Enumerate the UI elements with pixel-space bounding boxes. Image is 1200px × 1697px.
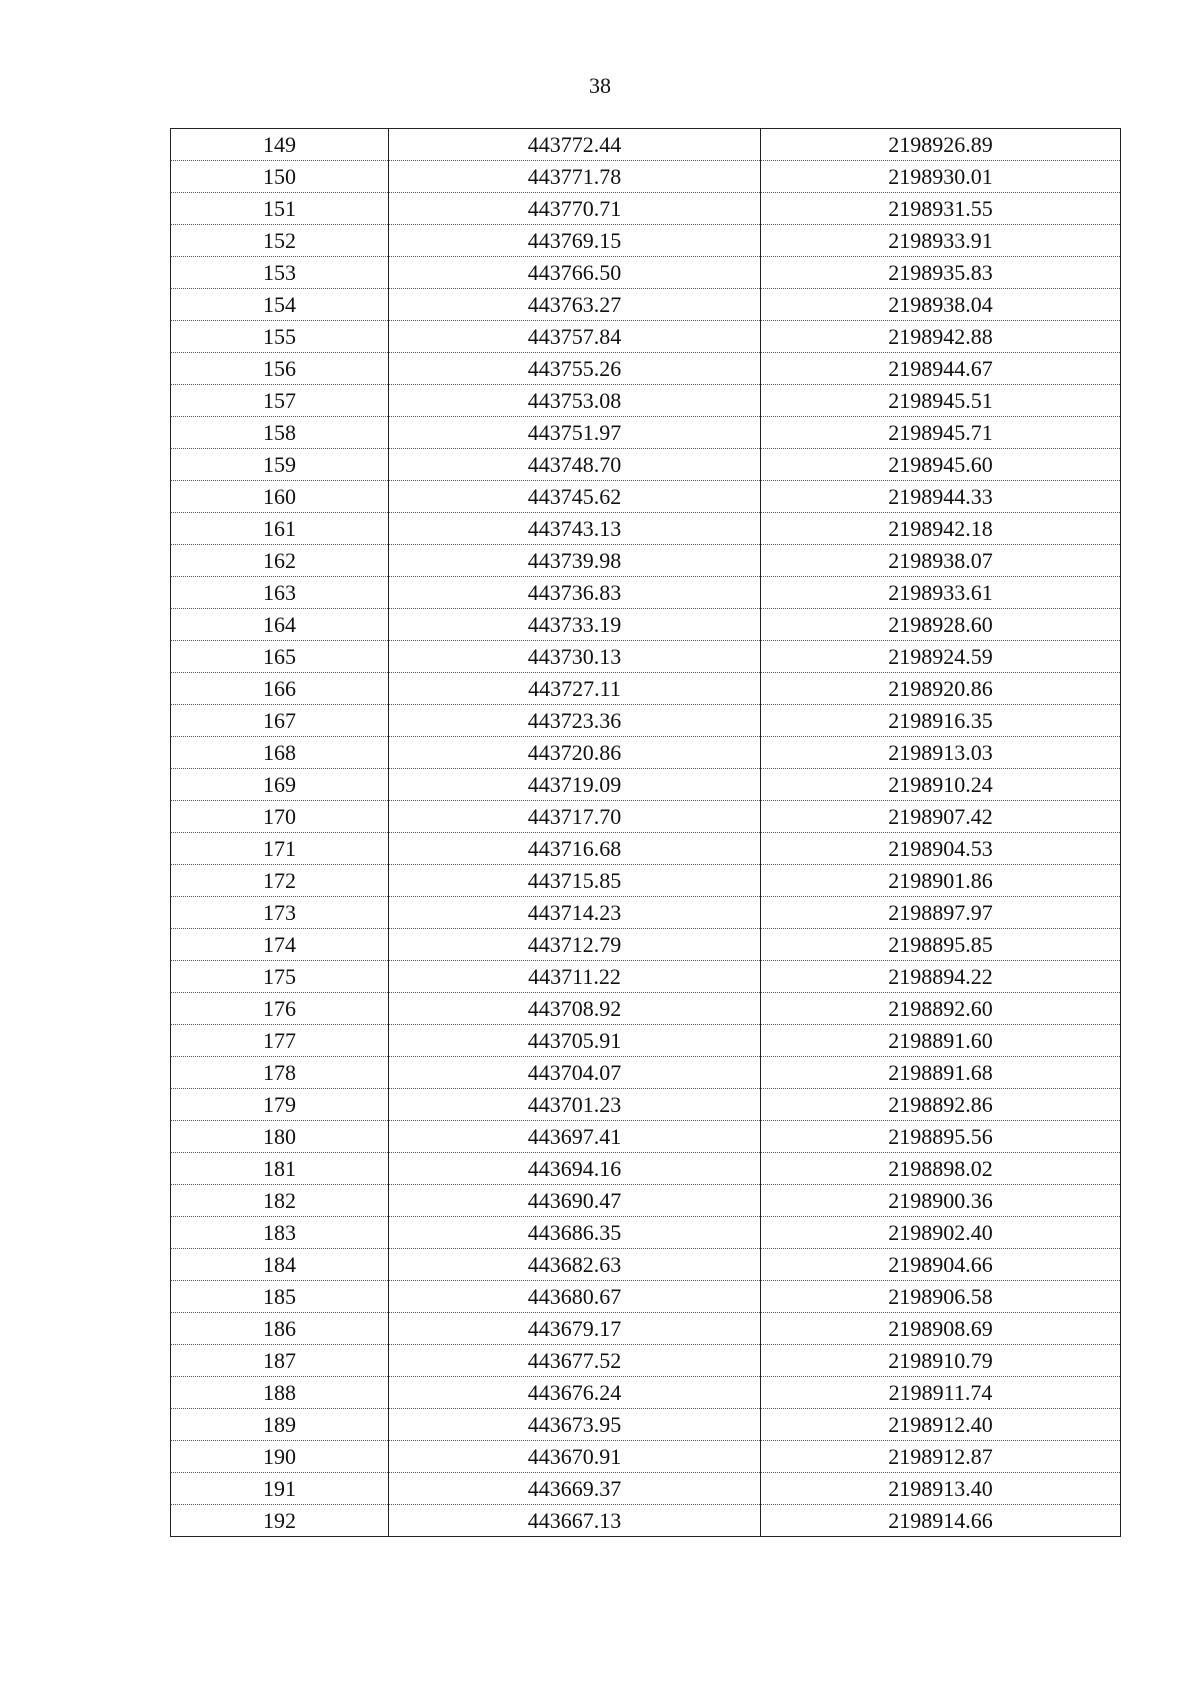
y-coordinate-cell: 2198901.86 bbox=[761, 865, 1121, 897]
table-row bbox=[171, 417, 1121, 449]
table-row bbox=[171, 545, 1121, 577]
table-row bbox=[171, 993, 1121, 1025]
point-number-cell: 182 bbox=[171, 1185, 389, 1217]
point-number-cell: 187 bbox=[171, 1345, 389, 1377]
x-coordinate-cell: 443743.13 bbox=[389, 513, 761, 545]
y-coordinate-cell: 2198938.04 bbox=[761, 289, 1121, 321]
point-number-cell: 161 bbox=[171, 513, 389, 545]
x-coordinate-cell: 443736.83 bbox=[389, 577, 761, 609]
y-coordinate-cell: 2198930.01 bbox=[761, 161, 1121, 193]
x-coordinate-cell: 443751.97 bbox=[389, 417, 761, 449]
y-coordinate-cell: 2198891.68 bbox=[761, 1057, 1121, 1089]
x-coordinate-cell: 443669.37 bbox=[389, 1473, 761, 1505]
table-row bbox=[171, 801, 1121, 833]
x-coordinate-cell: 443680.67 bbox=[389, 1281, 761, 1313]
table-row bbox=[171, 1313, 1121, 1345]
x-coordinate-cell: 443716.68 bbox=[389, 833, 761, 865]
point-number-cell: 169 bbox=[171, 769, 389, 801]
table-row bbox=[171, 1377, 1121, 1409]
y-coordinate-cell: 2198945.51 bbox=[761, 385, 1121, 417]
point-number-cell: 179 bbox=[171, 1089, 389, 1121]
table-row bbox=[171, 1505, 1121, 1537]
point-number-cell: 191 bbox=[171, 1473, 389, 1505]
x-coordinate-cell: 443704.07 bbox=[389, 1057, 761, 1089]
point-number-cell: 176 bbox=[171, 993, 389, 1025]
table-row bbox=[171, 833, 1121, 865]
point-number-cell: 174 bbox=[171, 929, 389, 961]
point-number-cell: 155 bbox=[171, 321, 389, 353]
y-coordinate-cell: 2198942.88 bbox=[761, 321, 1121, 353]
table-row bbox=[171, 929, 1121, 961]
x-coordinate-cell: 443670.91 bbox=[389, 1441, 761, 1473]
y-coordinate-cell: 2198910.24 bbox=[761, 769, 1121, 801]
x-coordinate-cell: 443686.35 bbox=[389, 1217, 761, 1249]
point-number-cell: 163 bbox=[171, 577, 389, 609]
table-row bbox=[171, 609, 1121, 641]
point-number-cell: 190 bbox=[171, 1441, 389, 1473]
point-number-cell: 165 bbox=[171, 641, 389, 673]
x-coordinate-cell: 443766.50 bbox=[389, 257, 761, 289]
x-coordinate-cell: 443730.13 bbox=[389, 641, 761, 673]
point-number-cell: 168 bbox=[171, 737, 389, 769]
table-row bbox=[171, 673, 1121, 705]
table-row bbox=[171, 1345, 1121, 1377]
coordinate-table bbox=[170, 128, 1121, 1537]
table-row bbox=[171, 161, 1121, 193]
y-coordinate-cell: 2198910.79 bbox=[761, 1345, 1121, 1377]
y-coordinate-cell: 2198920.86 bbox=[761, 673, 1121, 705]
y-coordinate-cell: 2198904.66 bbox=[761, 1249, 1121, 1281]
table-row bbox=[171, 1249, 1121, 1281]
y-coordinate-cell: 2198912.87 bbox=[761, 1441, 1121, 1473]
x-coordinate-cell: 443757.84 bbox=[389, 321, 761, 353]
point-number-cell: 173 bbox=[171, 897, 389, 929]
y-coordinate-cell: 2198944.33 bbox=[761, 481, 1121, 513]
x-coordinate-cell: 443755.26 bbox=[389, 353, 761, 385]
table-row bbox=[171, 1089, 1121, 1121]
point-number-cell: 164 bbox=[171, 609, 389, 641]
table-row bbox=[171, 769, 1121, 801]
point-number-cell: 184 bbox=[171, 1249, 389, 1281]
y-coordinate-cell: 2198916.35 bbox=[761, 705, 1121, 737]
table-row bbox=[171, 353, 1121, 385]
y-coordinate-cell: 2198911.74 bbox=[761, 1377, 1121, 1409]
point-number-cell: 181 bbox=[171, 1153, 389, 1185]
y-coordinate-cell: 2198897.97 bbox=[761, 897, 1121, 929]
y-coordinate-cell: 2198902.40 bbox=[761, 1217, 1121, 1249]
x-coordinate-cell: 443676.24 bbox=[389, 1377, 761, 1409]
point-number-cell: 160 bbox=[171, 481, 389, 513]
table-row bbox=[171, 193, 1121, 225]
point-number-cell: 189 bbox=[171, 1409, 389, 1441]
y-coordinate-cell: 2198944.67 bbox=[761, 353, 1121, 385]
point-number-cell: 180 bbox=[171, 1121, 389, 1153]
table-row bbox=[171, 1121, 1121, 1153]
y-coordinate-cell: 2198900.36 bbox=[761, 1185, 1121, 1217]
x-coordinate-cell: 443739.98 bbox=[389, 545, 761, 577]
x-coordinate-cell: 443712.79 bbox=[389, 929, 761, 961]
x-coordinate-cell: 443769.15 bbox=[389, 225, 761, 257]
y-coordinate-cell: 2198895.56 bbox=[761, 1121, 1121, 1153]
y-coordinate-cell: 2198912.40 bbox=[761, 1409, 1121, 1441]
x-coordinate-cell: 443720.86 bbox=[389, 737, 761, 769]
point-number-cell: 188 bbox=[171, 1377, 389, 1409]
x-coordinate-cell: 443677.52 bbox=[389, 1345, 761, 1377]
table-row bbox=[171, 1153, 1121, 1185]
x-coordinate-cell: 443701.23 bbox=[389, 1089, 761, 1121]
point-number-cell: 185 bbox=[171, 1281, 389, 1313]
x-coordinate-cell: 443715.85 bbox=[389, 865, 761, 897]
x-coordinate-cell: 443727.11 bbox=[389, 673, 761, 705]
point-number-cell: 158 bbox=[171, 417, 389, 449]
page-number: 38 bbox=[589, 73, 611, 98]
y-coordinate-cell: 2198892.86 bbox=[761, 1089, 1121, 1121]
point-number-cell: 154 bbox=[171, 289, 389, 321]
table-row bbox=[171, 321, 1121, 353]
point-number-cell: 183 bbox=[171, 1217, 389, 1249]
table-row bbox=[171, 289, 1121, 321]
table-row bbox=[171, 1473, 1121, 1505]
y-coordinate-cell: 2198892.60 bbox=[761, 993, 1121, 1025]
y-coordinate-cell: 2198924.59 bbox=[761, 641, 1121, 673]
point-number-cell: 171 bbox=[171, 833, 389, 865]
y-coordinate-cell: 2198933.61 bbox=[761, 577, 1121, 609]
table-row bbox=[171, 737, 1121, 769]
point-number-cell: 177 bbox=[171, 1025, 389, 1057]
point-number-cell: 186 bbox=[171, 1313, 389, 1345]
x-coordinate-cell: 443733.19 bbox=[389, 609, 761, 641]
x-coordinate-cell: 443772.44 bbox=[389, 129, 761, 161]
x-coordinate-cell: 443753.08 bbox=[389, 385, 761, 417]
table-row bbox=[171, 385, 1121, 417]
point-number-cell: 157 bbox=[171, 385, 389, 417]
x-coordinate-cell: 443763.27 bbox=[389, 289, 761, 321]
x-coordinate-cell: 443705.91 bbox=[389, 1025, 761, 1057]
table-row bbox=[171, 1025, 1121, 1057]
x-coordinate-cell: 443708.92 bbox=[389, 993, 761, 1025]
table-row bbox=[171, 129, 1121, 161]
x-coordinate-cell: 443717.70 bbox=[389, 801, 761, 833]
table-row bbox=[171, 1281, 1121, 1313]
table-row bbox=[171, 1057, 1121, 1089]
y-coordinate-cell: 2198904.53 bbox=[761, 833, 1121, 865]
x-coordinate-cell: 443711.22 bbox=[389, 961, 761, 993]
point-number-cell: 153 bbox=[171, 257, 389, 289]
point-number-cell: 166 bbox=[171, 673, 389, 705]
y-coordinate-cell: 2198935.83 bbox=[761, 257, 1121, 289]
y-coordinate-cell: 2198895.85 bbox=[761, 929, 1121, 961]
y-coordinate-cell: 2198908.69 bbox=[761, 1313, 1121, 1345]
point-number-cell: 162 bbox=[171, 545, 389, 577]
y-coordinate-cell: 2198931.55 bbox=[761, 193, 1121, 225]
point-number-cell: 156 bbox=[171, 353, 389, 385]
point-number-cell: 192 bbox=[171, 1505, 389, 1537]
table-row bbox=[171, 225, 1121, 257]
y-coordinate-cell: 2198907.42 bbox=[761, 801, 1121, 833]
x-coordinate-cell: 443771.78 bbox=[389, 161, 761, 193]
y-coordinate-cell: 2198913.40 bbox=[761, 1473, 1121, 1505]
x-coordinate-cell: 443697.41 bbox=[389, 1121, 761, 1153]
table-row bbox=[171, 1217, 1121, 1249]
x-coordinate-cell: 443679.17 bbox=[389, 1313, 761, 1345]
point-number-cell: 152 bbox=[171, 225, 389, 257]
point-number-cell: 175 bbox=[171, 961, 389, 993]
coordinate-table-body bbox=[171, 129, 1121, 1537]
x-coordinate-cell: 443690.47 bbox=[389, 1185, 761, 1217]
table-row bbox=[171, 641, 1121, 673]
table-row bbox=[171, 1409, 1121, 1441]
x-coordinate-cell: 443745.62 bbox=[389, 481, 761, 513]
point-number-cell: 172 bbox=[171, 865, 389, 897]
x-coordinate-cell: 443694.16 bbox=[389, 1153, 761, 1185]
x-coordinate-cell: 443723.36 bbox=[389, 705, 761, 737]
y-coordinate-cell: 2198933.91 bbox=[761, 225, 1121, 257]
x-coordinate-cell: 443682.63 bbox=[389, 1249, 761, 1281]
table-row bbox=[171, 577, 1121, 609]
y-coordinate-cell: 2198891.60 bbox=[761, 1025, 1121, 1057]
point-number-cell: 151 bbox=[171, 193, 389, 225]
y-coordinate-cell: 2198942.18 bbox=[761, 513, 1121, 545]
y-coordinate-cell: 2198928.60 bbox=[761, 609, 1121, 641]
point-number-cell: 167 bbox=[171, 705, 389, 737]
table-row bbox=[171, 897, 1121, 929]
y-coordinate-cell: 2198894.22 bbox=[761, 961, 1121, 993]
point-number-cell: 170 bbox=[171, 801, 389, 833]
point-number-cell: 178 bbox=[171, 1057, 389, 1089]
point-number-cell: 150 bbox=[171, 161, 389, 193]
y-coordinate-cell: 2198906.58 bbox=[761, 1281, 1121, 1313]
x-coordinate-cell: 443770.71 bbox=[389, 193, 761, 225]
table-row bbox=[171, 257, 1121, 289]
y-coordinate-cell: 2198913.03 bbox=[761, 737, 1121, 769]
y-coordinate-cell: 2198945.60 bbox=[761, 449, 1121, 481]
y-coordinate-cell: 2198945.71 bbox=[761, 417, 1121, 449]
table-row bbox=[171, 1185, 1121, 1217]
table-row bbox=[171, 449, 1121, 481]
x-coordinate-cell: 443748.70 bbox=[389, 449, 761, 481]
table-row bbox=[171, 865, 1121, 897]
point-number-cell: 159 bbox=[171, 449, 389, 481]
x-coordinate-cell: 443719.09 bbox=[389, 769, 761, 801]
x-coordinate-cell: 443673.95 bbox=[389, 1409, 761, 1441]
x-coordinate-cell: 443667.13 bbox=[389, 1505, 761, 1537]
y-coordinate-cell: 2198914.66 bbox=[761, 1505, 1121, 1537]
x-coordinate-cell: 443714.23 bbox=[389, 897, 761, 929]
point-number-cell: 149 bbox=[171, 129, 389, 161]
table-row bbox=[171, 961, 1121, 993]
table-row bbox=[171, 513, 1121, 545]
y-coordinate-cell: 2198938.07 bbox=[761, 545, 1121, 577]
table-row bbox=[171, 481, 1121, 513]
table-row bbox=[171, 1441, 1121, 1473]
y-coordinate-cell: 2198898.02 bbox=[761, 1153, 1121, 1185]
y-coordinate-cell: 2198926.89 bbox=[761, 129, 1121, 161]
table-row bbox=[171, 705, 1121, 737]
